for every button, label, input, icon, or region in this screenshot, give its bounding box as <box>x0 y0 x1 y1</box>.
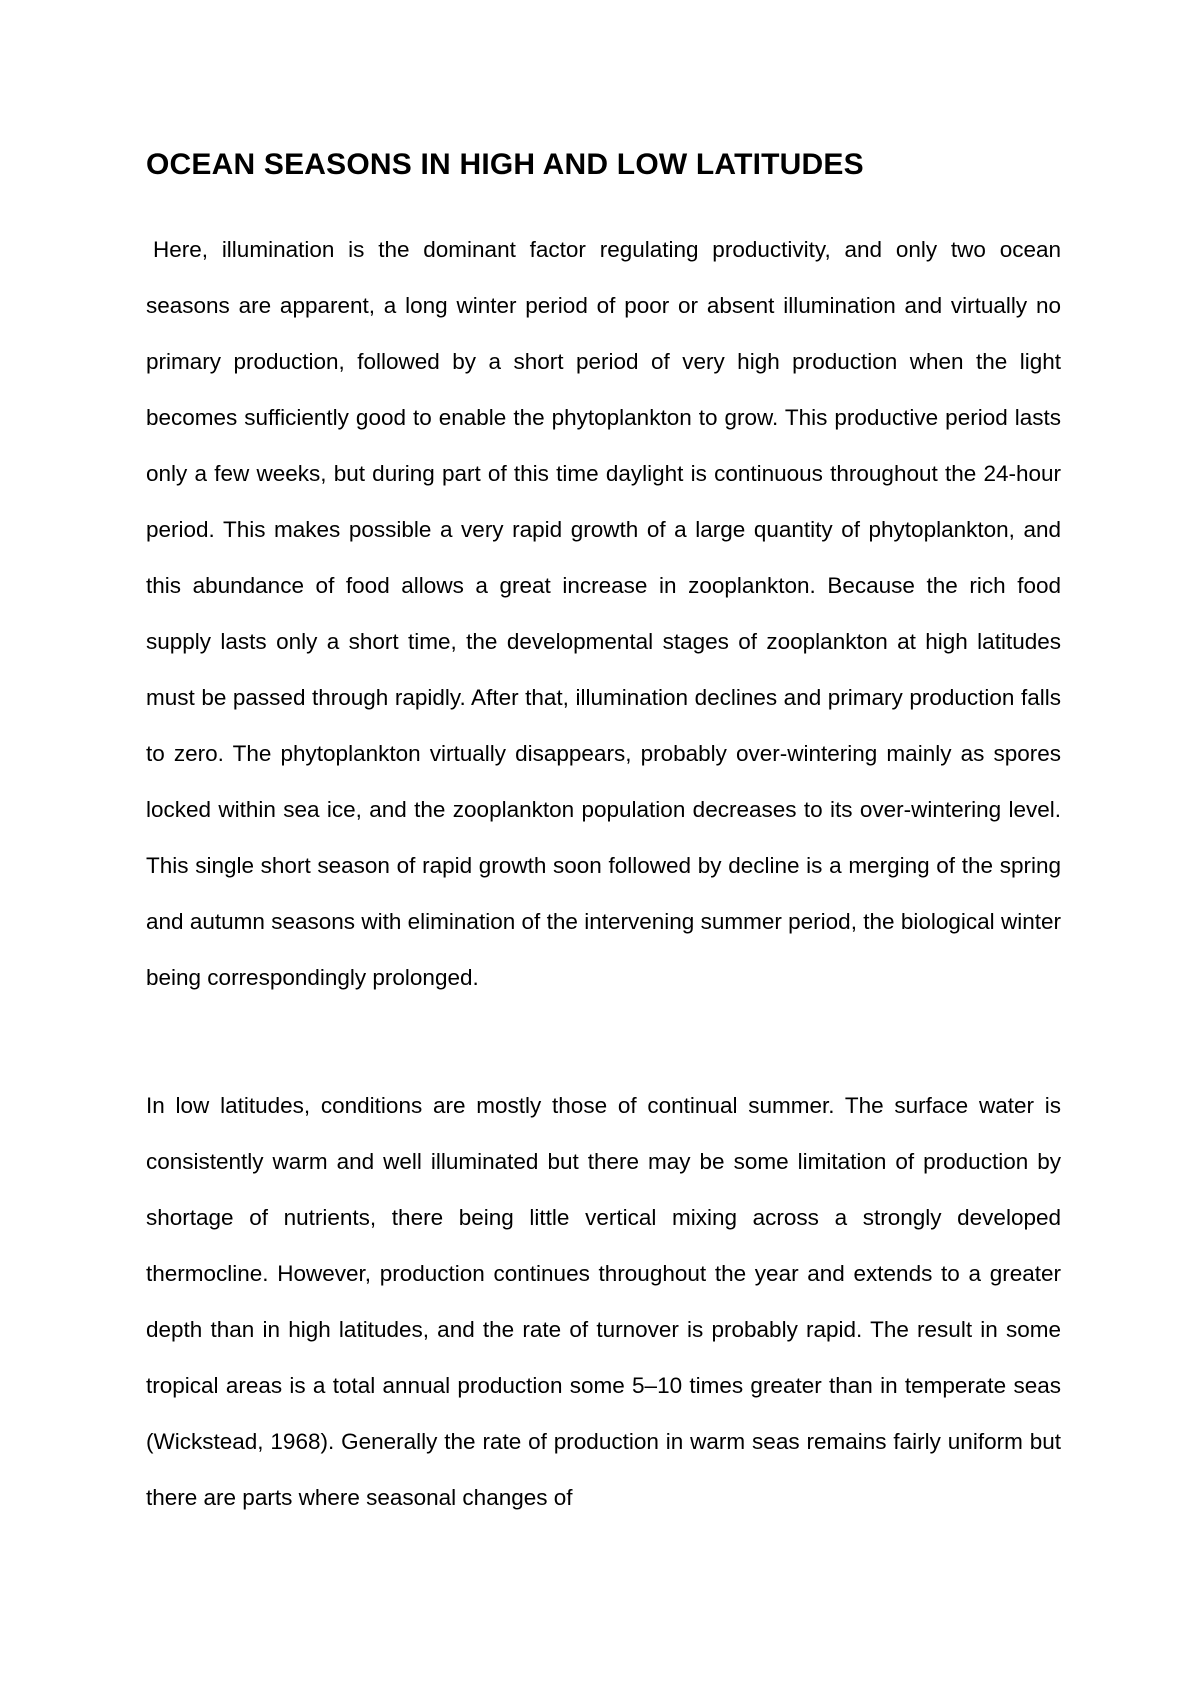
document-title: OCEAN SEASONS IN HIGH AND LOW LATITUDES <box>146 148 864 181</box>
paragraph-low-latitudes: In low latitudes, conditions are mostly those of continual summer. The surface water is consistently warm and well illuminated but there may be some limitation of production by shortage of nutrients, there being little vertical mixing across a strongly developed thermocline. However, production continues throughout the year and extends to a greater depth than in high latitudes, and the rate of turnover is probably rapid. The result in some tropical areas is a total annual production some 5–10 times greater than in temperate seas (Wickstead, 1968). Generally the rate of production in warm seas remains fairly uniform but there are parts where seasonal changes of <box>146 1093 1061 1510</box>
paragraph-high-latitudes: Here, illumination is the dominant factor regulating productivity, and only two ocean seasons are apparent, a long winter period of poor or absent illumination and virtually no primary production, followed by a short period of very high production when the light becomes sufficiently good to enable the phytoplankton to grow. This productive period lasts only a few weeks, but during part of this time daylight is continuous throughout the 24-hour period. This makes possible a very rapid growth of a large quantity of phytoplankton, and this abundance of food allows a great increase in zooplankton. Because the rich food supply lasts only a short time, the developmental stages of zooplankton at high latitudes must be passed through rapidly. After that, illumination declines and primary production falls to zero. The phytoplankton virtually disappears, probably over-wintering mainly as spores locked within sea ice, and the zooplankton population decreases to its over-wintering level. This single short season of rapid growth soon followed by decline is a merging of the spring and autumn seasons with elimination of the intervening summer period, the biological winter being correspondingly prolonged. <box>146 237 1061 990</box>
